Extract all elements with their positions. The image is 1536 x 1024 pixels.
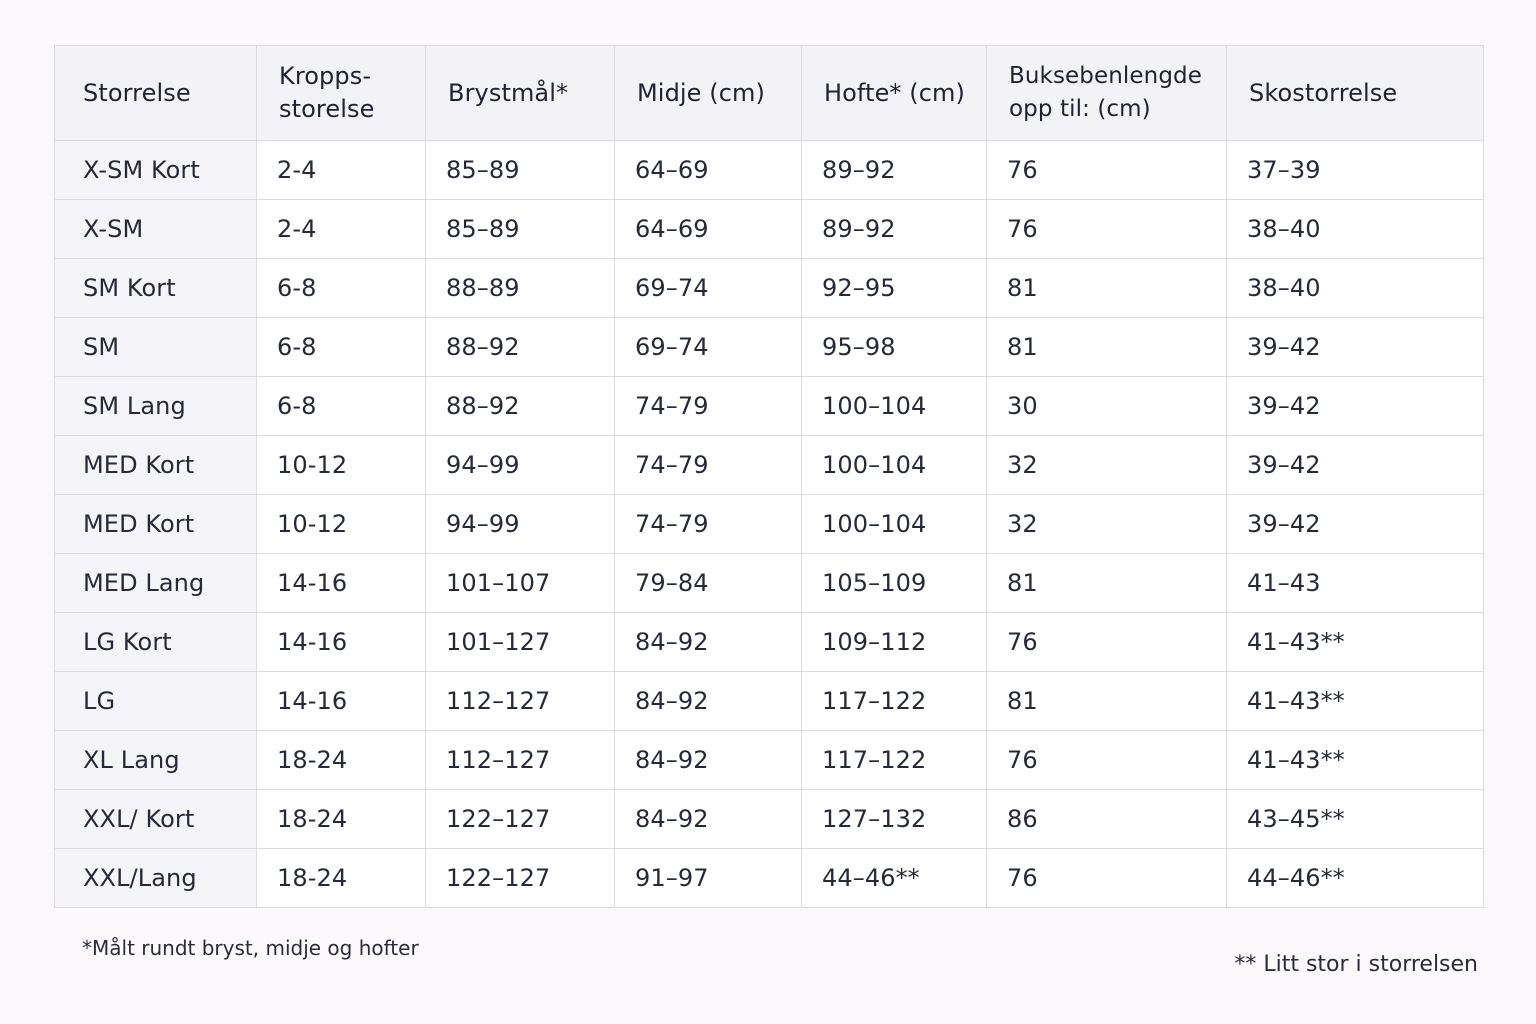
size-label-cell: MED Lang (55, 554, 257, 613)
table-cell: 112–127 (426, 672, 615, 731)
table-cell: 38–40 (1227, 200, 1484, 259)
table-cell: 100–104 (802, 495, 987, 554)
table-row (55, 259, 1484, 318)
table-row (55, 731, 1484, 790)
table-cell: 74–79 (615, 436, 802, 495)
table-cell: 85–89 (426, 200, 615, 259)
table-cell: 10-12 (257, 436, 426, 495)
table-cell: 44–46** (802, 849, 987, 908)
table-cell: 100–104 (802, 436, 987, 495)
table-cell: 41–43** (1227, 672, 1484, 731)
table-row (55, 377, 1484, 436)
size-label-cell: XL Lang (55, 731, 257, 790)
table-cell: 76 (987, 613, 1227, 672)
table-cell: 81 (987, 554, 1227, 613)
table-cell: 79–84 (615, 554, 802, 613)
size-label-cell: SM (55, 318, 257, 377)
table-cell: 76 (987, 200, 1227, 259)
table-cell: 43–45** (1227, 790, 1484, 849)
table-row (55, 849, 1484, 908)
table-row (55, 613, 1484, 672)
table-cell: 122–127 (426, 849, 615, 908)
column-header: Storrelse (55, 46, 257, 141)
table-cell: 69–74 (615, 318, 802, 377)
column-header: Skostorrelse (1227, 46, 1484, 141)
table-cell: 84–92 (615, 731, 802, 790)
table-cell: 37–39 (1227, 141, 1484, 200)
size-label-cell: LG Kort (55, 613, 257, 672)
table-cell: 41–43** (1227, 731, 1484, 790)
table-row (55, 672, 1484, 731)
table-cell: 81 (987, 672, 1227, 731)
table-cell: 101–107 (426, 554, 615, 613)
table-cell: 117–122 (802, 731, 987, 790)
table-row (55, 141, 1484, 200)
table-cell: 81 (987, 318, 1227, 377)
table-cell: 2-4 (257, 141, 426, 200)
table-cell: 76 (987, 849, 1227, 908)
column-header: Midje (cm) (615, 46, 802, 141)
table-cell: 74–79 (615, 495, 802, 554)
table-cell: 105–109 (802, 554, 987, 613)
table-cell: 122–127 (426, 790, 615, 849)
table-cell: 14-16 (257, 613, 426, 672)
table-cell: 6-8 (257, 259, 426, 318)
table-row (55, 318, 1484, 377)
table-cell: 94–99 (426, 495, 615, 554)
table-cell: 101–127 (426, 613, 615, 672)
size-label-cell: XXL/Lang (55, 849, 257, 908)
table-cell: 76 (987, 141, 1227, 200)
size-label-cell: X-SM (55, 200, 257, 259)
footnote-measurement: *Målt rundt bryst, midje og hofter (82, 936, 419, 960)
table-cell: 44–46** (1227, 849, 1484, 908)
table-cell: 38–40 (1227, 259, 1484, 318)
table-cell: 18-24 (257, 849, 426, 908)
table-cell: 39–42 (1227, 377, 1484, 436)
table-cell: 88–89 (426, 259, 615, 318)
table-cell: 18-24 (257, 790, 426, 849)
table-cell: 10-12 (257, 495, 426, 554)
table-cell: 39–42 (1227, 436, 1484, 495)
size-label-cell: XXL/ Kort (55, 790, 257, 849)
table-cell: 84–92 (615, 613, 802, 672)
table-cell: 81 (987, 259, 1227, 318)
size-label-cell: LG (55, 672, 257, 731)
table-cell: 14-16 (257, 672, 426, 731)
size-label-cell: MED Kort (55, 436, 257, 495)
header-row (55, 46, 1484, 141)
table-cell: 95–98 (802, 318, 987, 377)
size-label-cell: MED Kort (55, 495, 257, 554)
column-header: Kropps- storelse (257, 46, 426, 141)
table-cell: 41–43 (1227, 554, 1484, 613)
table-cell: 127–132 (802, 790, 987, 849)
table-cell: 64–69 (615, 141, 802, 200)
size-label-cell: SM Lang (55, 377, 257, 436)
table-cell: 18-24 (257, 731, 426, 790)
table-body (55, 141, 1484, 908)
table-cell: 32 (987, 436, 1227, 495)
table-cell: 41–43** (1227, 613, 1484, 672)
table-cell: 84–92 (615, 672, 802, 731)
table-header (55, 46, 1484, 141)
table-cell: 6-8 (257, 318, 426, 377)
table-cell: 88–92 (426, 377, 615, 436)
table-cell: 32 (987, 495, 1227, 554)
table-cell: 109–112 (802, 613, 987, 672)
table-cell: 117–122 (802, 672, 987, 731)
table-row (55, 200, 1484, 259)
table-cell: 14-16 (257, 554, 426, 613)
table-cell: 86 (987, 790, 1227, 849)
column-header: Buksebenlengde opp til: (cm) (987, 46, 1227, 141)
column-header: Brystmål* (426, 46, 615, 141)
table-cell: 30 (987, 377, 1227, 436)
table-cell: 88–92 (426, 318, 615, 377)
table-cell: 94–99 (426, 436, 615, 495)
table-cell: 89–92 (802, 141, 987, 200)
table-cell: 85–89 (426, 141, 615, 200)
size-label-cell: SM Kort (55, 259, 257, 318)
table-cell: 74–79 (615, 377, 802, 436)
table-row (55, 495, 1484, 554)
table-cell: 92–95 (802, 259, 987, 318)
table-row (55, 436, 1484, 495)
table-cell: 91–97 (615, 849, 802, 908)
table-cell: 112–127 (426, 731, 615, 790)
table-row (55, 790, 1484, 849)
table-cell: 76 (987, 731, 1227, 790)
table-cell: 6-8 (257, 377, 426, 436)
table-cell: 89–92 (802, 200, 987, 259)
table-cell: 39–42 (1227, 495, 1484, 554)
table-cell: 84–92 (615, 790, 802, 849)
table-cell: 39–42 (1227, 318, 1484, 377)
table-cell: 100–104 (802, 377, 987, 436)
size-label-cell: X-SM Kort (55, 141, 257, 200)
table-cell: 69–74 (615, 259, 802, 318)
size-chart-table (54, 45, 1484, 908)
table-cell: 64–69 (615, 200, 802, 259)
footnote-size-note: ** Litt stor i storrelsen (1234, 952, 1478, 977)
table-cell: 2-4 (257, 200, 426, 259)
column-header: Hofte* (cm) (802, 46, 987, 141)
table-row (55, 554, 1484, 613)
